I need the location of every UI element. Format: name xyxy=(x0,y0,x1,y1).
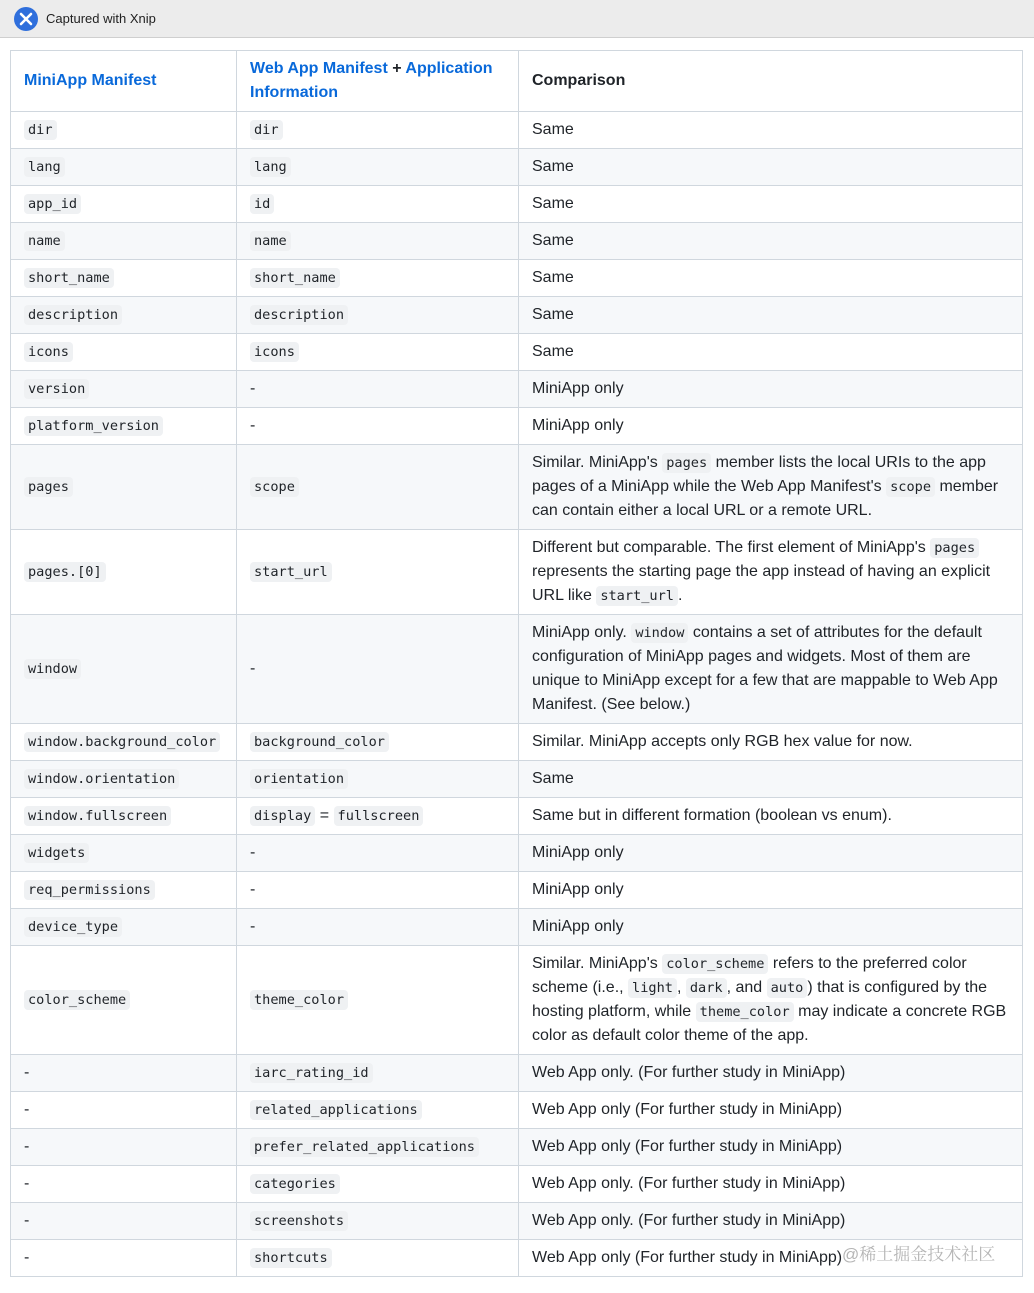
table-row xyxy=(11,186,1023,223)
cell-webapp-field xyxy=(237,1129,519,1166)
text-fragment: Similar. MiniApp's xyxy=(532,454,663,471)
comparison-text: Web App only. (For further study in MiniApp) xyxy=(532,1212,846,1229)
field-code: window.orientation xyxy=(24,769,179,789)
cell-miniapp-field xyxy=(11,798,237,835)
comparison-text: Same xyxy=(532,343,574,360)
text-fragment: refers to the preferred color scheme (i.e., xyxy=(532,955,967,996)
cell-comparison xyxy=(519,445,1023,530)
comparison-text: Same xyxy=(532,195,574,212)
field-code: widgets xyxy=(24,843,89,863)
field-code: prefer_related_applications xyxy=(250,1137,479,1157)
table-row xyxy=(11,334,1023,371)
text-fragment: , and xyxy=(726,979,767,996)
cell-webapp-field xyxy=(237,112,519,149)
table-row xyxy=(11,835,1023,872)
field-code: description xyxy=(250,305,348,325)
cell-comparison xyxy=(519,872,1023,909)
cell-miniapp-field xyxy=(11,297,237,334)
empty-dash: - xyxy=(24,1138,30,1155)
cell-comparison xyxy=(519,1092,1023,1129)
table-row xyxy=(11,946,1023,1055)
comparison-text: Web App only (For further study in MiniApp) xyxy=(532,1249,843,1266)
comparison-text: MiniApp only xyxy=(532,918,624,935)
cell-miniapp-field xyxy=(11,724,237,761)
cell-miniapp-field xyxy=(11,445,237,530)
cell-miniapp-field xyxy=(11,909,237,946)
cell-comparison xyxy=(519,371,1023,408)
comparison-text: MiniApp only xyxy=(532,417,624,434)
cell-miniapp-field xyxy=(11,408,237,445)
field-code: screenshots xyxy=(250,1211,348,1231)
field-code: window.background_color xyxy=(24,732,220,752)
cell-miniapp-field xyxy=(11,1166,237,1203)
header-plus: + xyxy=(387,60,406,77)
cell-miniapp-field xyxy=(11,1240,237,1277)
empty-dash: - xyxy=(250,844,256,861)
cell-comparison xyxy=(519,615,1023,724)
text-fragment: represents the starting page the app instead of having an explicit URL like xyxy=(532,563,991,604)
inline-code: scope xyxy=(886,477,935,497)
comparison-text: Same but in different formation (boolean vs enum). xyxy=(532,807,892,824)
comparison-text: Same xyxy=(532,269,574,286)
cell-miniapp-field xyxy=(11,530,237,615)
header-miniapp-manifest[interactable]: MiniApp Manifest xyxy=(11,51,237,112)
cell-miniapp-field xyxy=(11,371,237,408)
field-code: window xyxy=(24,659,81,679)
field-code: short_name xyxy=(250,268,340,288)
cell-comparison xyxy=(519,223,1023,260)
comparison-text: Web App only (For further study in MiniApp) xyxy=(532,1101,843,1118)
cell-miniapp-field xyxy=(11,946,237,1055)
inline-code: auto xyxy=(767,978,808,998)
comparison-text: MiniApp only xyxy=(532,881,624,898)
text-fragment: ) that is configured by the hosting platform, while xyxy=(532,979,988,1020)
cell-webapp-field xyxy=(237,872,519,909)
cell-miniapp-field xyxy=(11,615,237,724)
text-fragment: Similar. MiniApp's xyxy=(532,955,663,972)
text-fragment: = xyxy=(315,807,334,824)
table-row xyxy=(11,909,1023,946)
cell-miniapp-field xyxy=(11,186,237,223)
header-web-app-manifest xyxy=(237,51,519,112)
table-row xyxy=(11,408,1023,445)
field-code: background_color xyxy=(250,732,389,752)
cell-comparison xyxy=(519,530,1023,615)
cell-webapp-field xyxy=(237,223,519,260)
cell-webapp-field xyxy=(237,1203,519,1240)
cell-webapp-field xyxy=(237,297,519,334)
table-row xyxy=(11,1166,1023,1203)
cell-comparison xyxy=(519,149,1023,186)
field-code: display xyxy=(250,806,315,826)
empty-dash: - xyxy=(250,380,256,397)
cell-miniapp-field xyxy=(11,260,237,297)
field-code: lang xyxy=(24,157,65,177)
comparison-text: Same xyxy=(532,306,574,323)
cell-miniapp-field xyxy=(11,872,237,909)
text-fragment: member can contain either a local URL or a remote URL. xyxy=(532,478,999,519)
inline-code: dark xyxy=(686,978,727,998)
field-code: window.fullscreen xyxy=(24,806,171,826)
table-row xyxy=(11,112,1023,149)
cell-miniapp-field xyxy=(11,1129,237,1166)
cell-comparison xyxy=(519,1166,1023,1203)
cell-webapp-field xyxy=(237,1240,519,1277)
cell-miniapp-field xyxy=(11,1203,237,1240)
empty-dash: - xyxy=(24,1212,30,1229)
table-row xyxy=(11,615,1023,724)
text-fragment: . xyxy=(677,587,683,604)
empty-dash: - xyxy=(250,417,256,434)
text-fragment: , xyxy=(676,979,686,996)
field-code: fullscreen xyxy=(334,806,424,826)
table-row xyxy=(11,260,1023,297)
table-row xyxy=(11,1203,1023,1240)
comparison-text: Same xyxy=(532,770,574,787)
comparison-text: Same xyxy=(532,232,574,249)
cell-webapp-field xyxy=(237,1092,519,1129)
comparison-text: MiniApp only xyxy=(532,380,624,397)
field-code: device_type xyxy=(24,917,122,937)
inline-code: window xyxy=(631,623,688,643)
field-code: app_id xyxy=(24,194,81,214)
field-code: req_permissions xyxy=(24,880,155,900)
field-code: icons xyxy=(250,342,299,362)
cell-webapp-field xyxy=(237,946,519,1055)
comparison-text: Web App only. (For further study in MiniApp) xyxy=(532,1064,846,1081)
table-row xyxy=(11,724,1023,761)
field-code: version xyxy=(24,379,89,399)
cell-comparison xyxy=(519,1129,1023,1166)
comparison-text: Same xyxy=(532,158,574,175)
cell-webapp-field xyxy=(237,761,519,798)
cell-comparison xyxy=(519,112,1023,149)
field-code: name xyxy=(250,231,291,251)
cell-comparison xyxy=(519,260,1023,297)
cell-webapp-field xyxy=(237,724,519,761)
xnip-app-icon xyxy=(14,7,38,31)
cell-comparison xyxy=(519,909,1023,946)
table-row xyxy=(11,223,1023,260)
field-code: orientation xyxy=(250,769,348,789)
cell-miniapp-field xyxy=(11,223,237,260)
cell-comparison xyxy=(519,946,1023,1055)
field-code: dir xyxy=(24,120,57,140)
cell-webapp-field xyxy=(237,1166,519,1203)
table-row xyxy=(11,1129,1023,1166)
table-row xyxy=(11,445,1023,530)
text-fragment: contains a set of attributes for the default configuration of MiniApp pages and widgets. Most of them are unique to MiniApp except for a few that are mappable to Web App Manifest. (See below.) xyxy=(532,624,998,713)
inline-code: pages xyxy=(662,453,711,473)
empty-dash: - xyxy=(24,1101,30,1118)
cell-comparison xyxy=(519,408,1023,445)
cell-webapp-field xyxy=(237,149,519,186)
field-code: iarc_rating_id xyxy=(250,1063,373,1083)
text-fragment: member lists the local URIs to the app pages of a MiniApp while the Web App Manifest's xyxy=(532,454,986,495)
empty-dash: - xyxy=(24,1175,30,1192)
cell-miniapp-field xyxy=(11,835,237,872)
cell-comparison xyxy=(519,334,1023,371)
cell-webapp-field xyxy=(237,530,519,615)
empty-dash: - xyxy=(250,660,256,677)
field-code: scope xyxy=(250,477,299,497)
empty-dash: - xyxy=(250,918,256,935)
field-code: start_url xyxy=(250,562,332,582)
empty-dash: - xyxy=(24,1249,30,1266)
window-titlebar xyxy=(0,0,1034,38)
comparison-text: Same xyxy=(532,121,574,138)
cell-miniapp-field xyxy=(11,112,237,149)
text-fragment: may indicate a concrete RGB color as default color theme of the app. xyxy=(532,1003,1007,1044)
field-code: shortcuts xyxy=(250,1248,332,1268)
inline-code: theme_color xyxy=(696,1002,794,1022)
web-app-manifest-link[interactable]: Web App Manifest xyxy=(250,60,388,77)
field-code: categories xyxy=(250,1174,340,1194)
cell-webapp-field xyxy=(237,260,519,297)
table-row xyxy=(11,149,1023,186)
field-code: id xyxy=(250,194,274,214)
cell-comparison xyxy=(519,835,1023,872)
table-row xyxy=(11,297,1023,334)
comparison-text: Web App only. (For further study in MiniApp) xyxy=(532,1175,846,1192)
empty-dash: - xyxy=(250,881,256,898)
table-row xyxy=(11,1055,1023,1092)
watermark: @稀土掘金技术社区 xyxy=(842,1245,996,1264)
cell-comparison xyxy=(519,798,1023,835)
cell-webapp-field xyxy=(237,1055,519,1092)
text-fragment: MiniApp only. xyxy=(532,624,632,641)
cell-webapp-field xyxy=(237,615,519,724)
cell-miniapp-field xyxy=(11,149,237,186)
field-code: color_scheme xyxy=(24,990,130,1010)
inline-code: color_scheme xyxy=(662,954,768,974)
cell-comparison xyxy=(519,186,1023,223)
table-row xyxy=(11,798,1023,835)
field-code: platform_version xyxy=(24,416,163,436)
comparison-text: Web App only (For further study in MiniApp) xyxy=(532,1138,843,1155)
cell-webapp-field xyxy=(237,835,519,872)
field-code: description xyxy=(24,305,122,325)
inline-code: start_url xyxy=(596,586,678,606)
cell-comparison xyxy=(519,297,1023,334)
cell-comparison xyxy=(519,724,1023,761)
manifest-comparison-table xyxy=(10,50,1023,1277)
text-fragment: Different but comparable. The first element of MiniApp's xyxy=(532,539,931,556)
inline-code: light xyxy=(628,978,677,998)
cell-comparison xyxy=(519,761,1023,798)
field-code: theme_color xyxy=(250,990,348,1010)
cell-miniapp-field xyxy=(11,1092,237,1129)
cell-webapp-field xyxy=(237,334,519,371)
titlebar-text: Captured with Xnip xyxy=(46,11,156,26)
field-code: icons xyxy=(24,342,73,362)
table-row xyxy=(11,872,1023,909)
cell-comparison xyxy=(519,1203,1023,1240)
cell-webapp-field xyxy=(237,909,519,946)
cell-webapp-field xyxy=(237,371,519,408)
table-row xyxy=(11,530,1023,615)
field-code: pages.[0] xyxy=(24,562,106,582)
table-row xyxy=(11,371,1023,408)
cell-webapp-field xyxy=(237,408,519,445)
cell-webapp-field xyxy=(237,798,519,835)
field-code: related_applications xyxy=(250,1100,422,1120)
field-code: dir xyxy=(250,120,283,140)
field-code: lang xyxy=(250,157,291,177)
cell-miniapp-field xyxy=(11,761,237,798)
cell-miniapp-field xyxy=(11,334,237,371)
header-comparison: Comparison xyxy=(519,51,1023,112)
application-information-link[interactable]: Application Information xyxy=(250,60,493,101)
comparison-text: Similar. MiniApp accepts only RGB hex value for now. xyxy=(532,733,913,750)
inline-code: pages xyxy=(930,538,979,558)
table-row xyxy=(11,761,1023,798)
empty-dash: - xyxy=(24,1064,30,1081)
cell-comparison xyxy=(519,1055,1023,1092)
comparison-text: MiniApp only xyxy=(532,844,624,861)
cell-webapp-field xyxy=(237,445,519,530)
field-code: pages xyxy=(24,477,73,497)
field-code: name xyxy=(24,231,65,251)
table-row xyxy=(11,1092,1023,1129)
field-code: short_name xyxy=(24,268,114,288)
cell-webapp-field xyxy=(237,186,519,223)
cell-miniapp-field xyxy=(11,1055,237,1092)
